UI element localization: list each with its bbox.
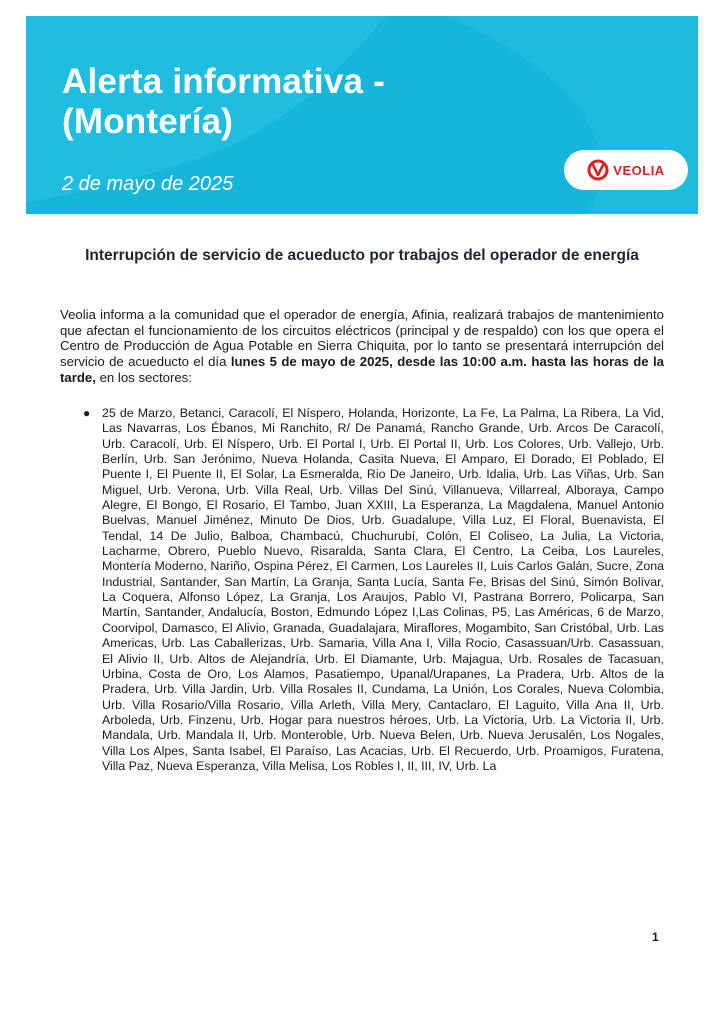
sectors-list-item [80, 406, 664, 774]
header-banner [26, 16, 698, 214]
veolia-logo-icon [587, 159, 609, 181]
banner-title-line1: Alerta informativa - [62, 62, 385, 101]
sectors-text: 25 de Marzo, Betanci, Caracolí, El Níspero, Holanda, Horizonte, La Fe, La Palma, La Ribera, La Vid, Las Navarras, Los Ébanos, Mi Ranchito, R/ De Panamá, Rancho Grande, Urb. Arcos De Caracolí, Urb. Caracolí, Urb. El Níspero, Urb. El Portal I, Urb. El Portal II, Urb. Los Colores, Urb. Vallejo, Urb. Berlín, Urb. San Jerónimo, Nueva Holanda, Casita Nueva, El Amparo, El Dorado, El Poblado, El Puente I, El Puente II, El Solar, La Esmeralda, Rio De Janeiro, Urb. Idalia, Urb. Las Viñas, Urb. San Miguel, Urb. Verona, Urb. Villa Real, Urb. Villas Del Sinú, Villanueva, Villarreal, Alboraya, Campo Alegre, El Bongo, El Rosario, El Tambo, Juan XXIII, La Esperanza, La Magdalena, Manuel Antonio Buelvas, Manuel Jiménez, Minuto De Dios, Urb. Guadalupe, Villa Luz, El Floral, Buenavista, El Tendal, 14 De Julio, Balboa, Chambacú, Chuchurubí, Colón, El Coliseo, La Julia, La Victoria, Lacharme, Obrero, Pueblo Nuevo, Risaralda, Santa Clara, El Centro, La Ceiba, Los Laureles, Montería Moderno, Nariño, Ospina Pérez, El Carmen, Los Laureles II, Luis Carlos Galán, Sucre, Zona Industrial, Santander, San Martín, La Granja, Santa Lucía, Santa Fe, Brisas del Sinú, Simón Bolívar, La Coquera, Alfonso López, La Granja, Los Araujos, Pablo VI, Pastrana Borrero, Policarpa, San Martín, Santander, Andalucía, Boston, Edmundo López I,Las Colinas, P5, Las Américas, 6 de Marzo, Coorvipol, Damasco, El Alivio, Granada, Guadalajara, Miraflores, Mogambito, San Cristóbal, Urb. Las Americas, Urb. Las Caballerizas, Urb. Samaria, Villa Ana I, Villa Rocio, Casassuan/Urb. Casassuan, El Alivio II, Urb. Altos de Alejandría, Urb. El Diamante, Urb. Majagua, Urb. Rosales de Tacasuan, Urbina, Costa de Oro, Los Alamos, Pasatiempo, Upanal/Urapanes, La Pradera, Urb. Altos de la Pradera, Urb. Villa Jardin, Urb. Villa Rosales II, Cundama, La Unión, Los Corales, Nueva Colombia, Urb. Villa Rosario/Villa Rosario, Villa Arleth, Villa Mery, Cantaclaro, El Laguito, Villa Ana II, Urb. Arboleda, Urb. Finzenu, Urb. Hogar para nuestros héroes, Urb. La Victoria, Urb. La Victoria II, Urb. Mandala, Urb. Mandala II, Urb. Monteroble, Urb. Nueva Belen, Urb. Nueva Jerusalén, Los Nogales, Villa Los Alpes, Santa Isabel, El Paraíso, Las Acacias, Urb. El Recuerdo, Urb. Proamigos, Furatena, Villa Paz, Nueva Esperanza, Villa Melisa, Los Robles I, II, III, IV, Urb. La [102, 406, 664, 773]
banner-title-line2: (Montería) [62, 102, 234, 141]
page-number: 1 [652, 930, 659, 944]
veolia-logo [564, 150, 688, 190]
intro-text-end: en los sectores: [95, 369, 192, 385]
sectors-list [80, 406, 664, 774]
banner-date: 2 de mayo de 2025 [62, 173, 234, 195]
notice-intro [60, 307, 664, 386]
banner-title [62, 62, 385, 142]
bullet-icon: ● [83, 406, 91, 420]
intro-text: Veolia informa a la comunidad que el operador de energía, Afinia, realizará trabajos de mantenimiento que afectan el funcionamiento de los circuitos eléctricos (principal y de respaldo) con los que opera el Centro de Producción de Agua Potable en Sierra Chiquita, por lo tanto se presentará interrupción del servicio de acueducto el día [60, 307, 664, 370]
notice-heading: Interrupción de servicio de acueducto por trabajos del operador de energía [85, 247, 639, 264]
veolia-logo-text: VEOLIA [613, 162, 665, 178]
intro-date-time: lunes 5 de mayo de 2025, desde las 10:00 a.m. hasta las horas de la tarde, [60, 354, 664, 385]
